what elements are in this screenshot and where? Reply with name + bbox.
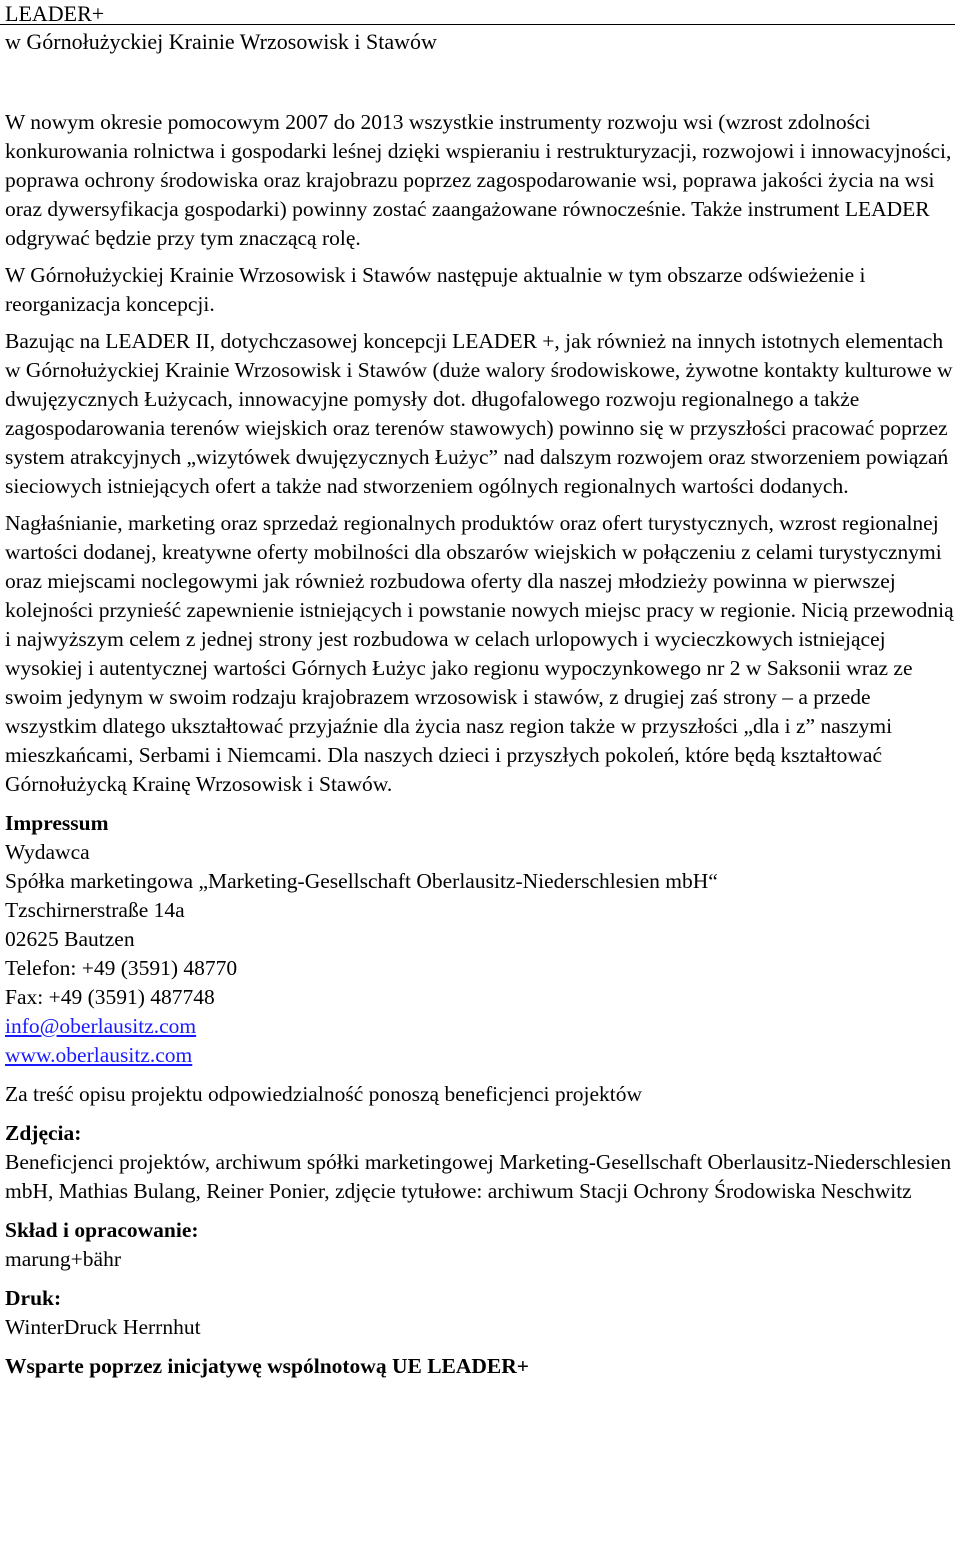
document-subtitle: w Górnołużyckiej Krainie Wrzosowisk i Stawów bbox=[5, 29, 437, 54]
photos-heading: Zdjęcia: bbox=[5, 1121, 82, 1145]
impressum-section bbox=[5, 809, 955, 1070]
document-title: LEADER+ bbox=[5, 1, 105, 26]
header bbox=[5, 0, 955, 56]
paragraph-3: Bazując na LEADER II, dotychczasowej koncepcji LEADER +, jak również na innych istotnych elementach w Górnołużyckiej Krainie Wrzosowisk i Stawów (duże walory środowiskowe, żywotne kontakty kulturowe w dwujęzycznych Łużycach, innowacyjne pomysły dot. długofalowego rozwoju regionalnego a także zagospodarowania terenów wiejskich oraz terenów stawowych) powinno się w przyszłości pracować poprzez system atrakcyjnych „wizytówek dwujęzycznych Łużyc” nad dalszym rozwojem oraz stworzeniem powiązań sieciowych istniejących ofert a także nad stworzeniem ogólnych regionalnych wartości dodanych. bbox=[5, 329, 953, 498]
footer-text: Wsparte poprzez inicjatywę wspólnotową UE LEADER+ bbox=[5, 1354, 530, 1378]
publisher-phone: Telefon: +49 (3591) 48770 bbox=[5, 956, 238, 980]
photos-section bbox=[5, 1119, 955, 1206]
disclaimer-text: Za treść opisu projektu odpowiedzialność ponoszą beneficjenci projektów bbox=[5, 1082, 643, 1106]
photos-credits: Beneficjenci projektów, archiwum spółki marketingowej Marketing-Gesellschaft Oberlausitz-Niederschlesien mbH, Mathias Bulang, Reiner Ponier, zdjęcie tytułowe: archiwum Stacji Ochrony Środowiska Neschwitz bbox=[5, 1150, 952, 1203]
publisher-fax: Fax: +49 (3591) 487748 bbox=[5, 985, 215, 1009]
print-heading: Druk: bbox=[5, 1286, 62, 1310]
body-text bbox=[5, 108, 955, 799]
layout-credit-section bbox=[5, 1216, 955, 1274]
document-page bbox=[5, 0, 955, 1381]
publisher-company: Spółka marketingowa „Marketing-Gesellschaft Oberlausitz-Niederschlesien mbH“ bbox=[5, 869, 718, 893]
email-link[interactable]: info@oberlausitz.com bbox=[5, 1014, 197, 1038]
paragraph-4: Nagłaśnianie, marketing oraz sprzedaż regionalnych produktów oraz ofert turystycznych, wzrost regionalnej wartości dodanej, kreatywne oferty mobilności dla obszarów wiejskich w połączeniu z celami turystycznymi oraz miejscami noclegowymi jak również rozbudowa oferty dla naszej młodzieży powinna w pierwszej kolejności przynieść zapewnienie istniejących i powstanie nowych miejsc pracy w regionie. Nicią przewodnią i najwyższym celem z jednej strony jest rozbudowa w celach urlopowych i wycieczkowych istniejącej wysokiej i autentycznej wartości Górnych Łużyc jako regionu wypoczynkowego nr 2 w Saksonii wraz ze swoim jedynym w swoim rodzaju krajobrazem wrzosowisk i stawów, z drugiej zaś strony – a przede wszystkim dlatego ukształtować przyjaźnie dla życia nasz region także w przyszłości „dla i z” naszymi mieszkańcami, Serbami i Niemcami. Dla naszych dzieci i przyszłych pokoleń, które będą kształtować Górnołużycką Krainę Wrzosowisk i Stawów. bbox=[5, 511, 954, 796]
impressum-heading: Impressum bbox=[5, 811, 109, 835]
layout-credit-heading: Skład i opracowanie: bbox=[5, 1218, 199, 1242]
footer-section bbox=[5, 1352, 955, 1381]
publisher-street: Tzschirnerstraße 14a bbox=[5, 898, 185, 922]
disclaimer-section bbox=[5, 1080, 955, 1109]
print-text: WinterDruck Herrnhut bbox=[5, 1315, 201, 1339]
website-link[interactable]: www.oberlausitz.com bbox=[5, 1043, 193, 1067]
paragraph-1: W nowym okresie pomocowym 2007 do 2013 wszystkie instrumenty rozwoju wsi (wzrost zdolności konkurowania rolnictwa i gospodarki leśnej dzięki wspieraniu i restrukturyzacji, rozwojowi i innowacyjności, poprawa ochrony środowiska oraz krajobrazu poprzez zagospodarowanie wsi, poprawa jakości życia na wsi oraz dywersyfikacja gospodarki) powinny zostać zaangażowane równocześnie. Także instrument LEADER odgrywać będzie przy tym znaczącą rolę. bbox=[5, 110, 952, 250]
layout-credit-text: marung+bähr bbox=[5, 1247, 122, 1271]
publisher-city: 02625 Bautzen bbox=[5, 927, 135, 951]
publisher-label: Wydawca bbox=[5, 840, 90, 864]
print-section bbox=[5, 1284, 955, 1342]
paragraph-2: W Górnołużyckiej Krainie Wrzosowisk i Stawów następuje aktualnie w tym obszarze odświeżenie i reorganizacja koncepcji. bbox=[5, 263, 866, 316]
